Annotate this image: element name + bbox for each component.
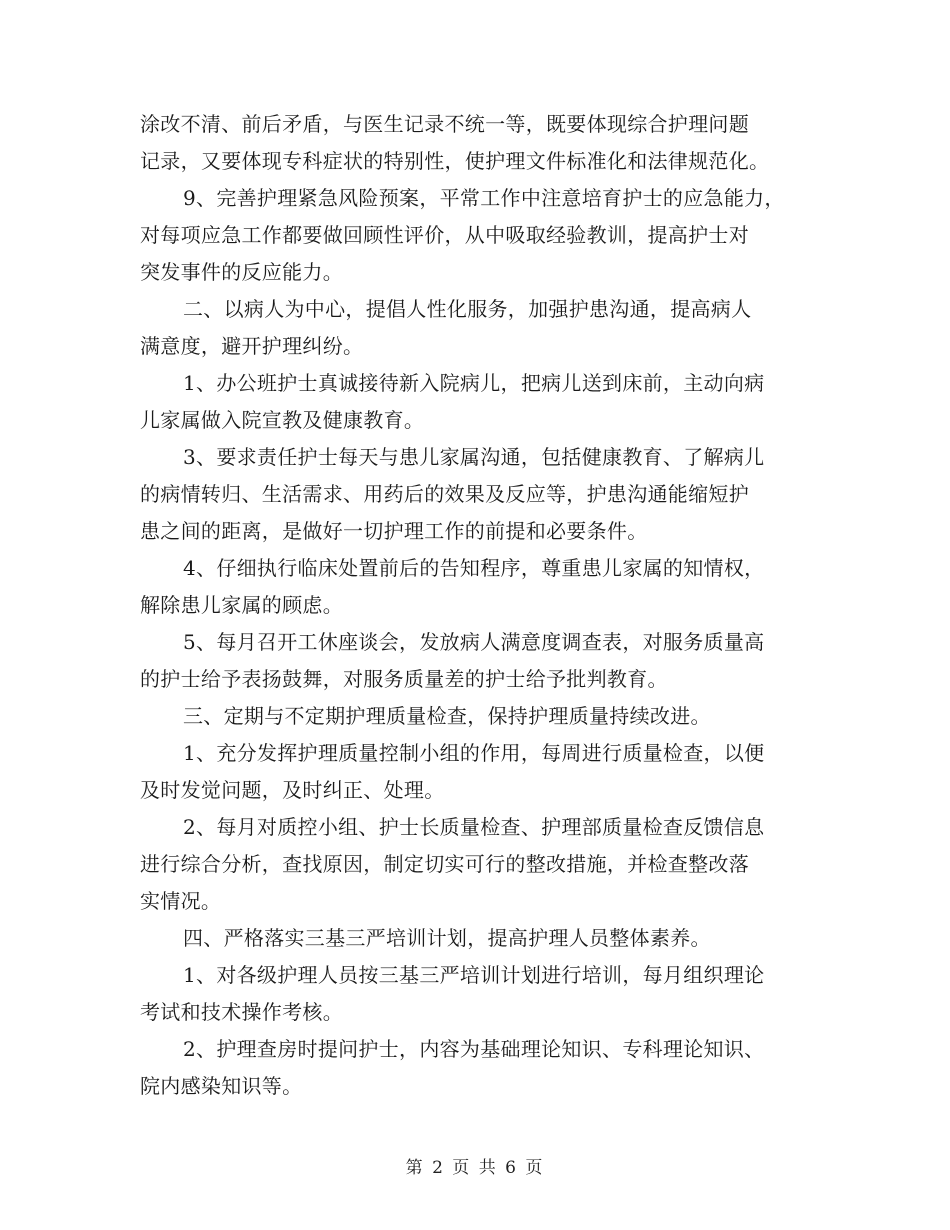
text-line: 院内感染知识等。 [140,1074,303,1098]
text-line: 1、充分发挥护理质量控制小组的作用，每周进行质量检查，以便 [183,741,765,765]
text-line: 涂改不清、前后矛盾，与医生记录不统一等，既要体现综合护理问题 [140,112,749,136]
section-heading: 四、严格落实三基三严培训计划，提高护理人员整体素养。 [183,926,711,950]
text-line: 2、护理查房时提问护士，内容为基础理论知识、专科理论知识、 [183,1037,765,1061]
text-line: 考试和技术操作考核。 [140,1000,343,1024]
text-line: 5、每月召开工休座谈会，发放病人满意度调查表，对服务质量高 [183,630,765,654]
text-line: 解除患儿家属的顾虑。 [140,593,343,617]
text-line: 3、要求责任护士每天与患儿家属沟通，包括健康教育、了解病儿 [183,445,765,469]
text-line: 实情况。 [140,889,222,913]
text-line: 及时发觉问题，及时纠正、处理。 [140,778,445,802]
text-line: 满意度，避开护理纠纷。 [140,334,364,358]
text-line: 的病情转归、生活需求、用药后的效果及反应等，护患沟通能缩短护 [140,482,749,506]
text-line: 1、办公班护士真诚接待新入院病儿，把病儿送到床前，主动向病 [183,371,765,395]
text-line: 9、完善护理紧急风险预案，平常工作中注意培育护士的应急能力， [183,186,785,210]
text-line: 记录，又要体现专科症状的特别性，使护理文件标准化和法律规范化。 [140,149,770,173]
text-line: 对每项应急工作都要做回顾性评价，从中吸取经验教训，提高护士对 [140,223,749,247]
text-line: 突发事件的反应能力。 [140,260,343,284]
text-line: 患之间的距离，是做好一切护理工作的前提和必要条件。 [140,519,648,543]
page-number-label: 第 2 页 共 6 页 [405,1158,545,1178]
document-body [140,106,820,1105]
section-heading: 三、定期与不定期护理质量检查，保持护理质量持续改进。 [183,704,711,728]
text-line: 二、以病人为中心，提倡人性化服务，加强护患沟通，提高病人 [183,297,752,321]
text-line: 4、仔细执行临床处置前后的告知程序，尊重患儿家属的知情权， [183,556,765,580]
text-line: 2、每月对质控小组、护士长质量检查、护理部质量检查反馈信息 [183,815,765,839]
text-line: 儿家属做入院宣教及健康教育。 [140,408,425,432]
text-line: 的护士给予表扬鼓舞，对服务质量差的护士给予批判教育。 [140,667,668,691]
page-footer [0,1153,950,1178]
text-line: 进行综合分析，查找原因，制定切实可行的整改措施，并检查整改落 [140,852,749,876]
text-line: 1、对各级护理人员按三基三严培训计划进行培训，每月组织理论 [183,963,765,987]
